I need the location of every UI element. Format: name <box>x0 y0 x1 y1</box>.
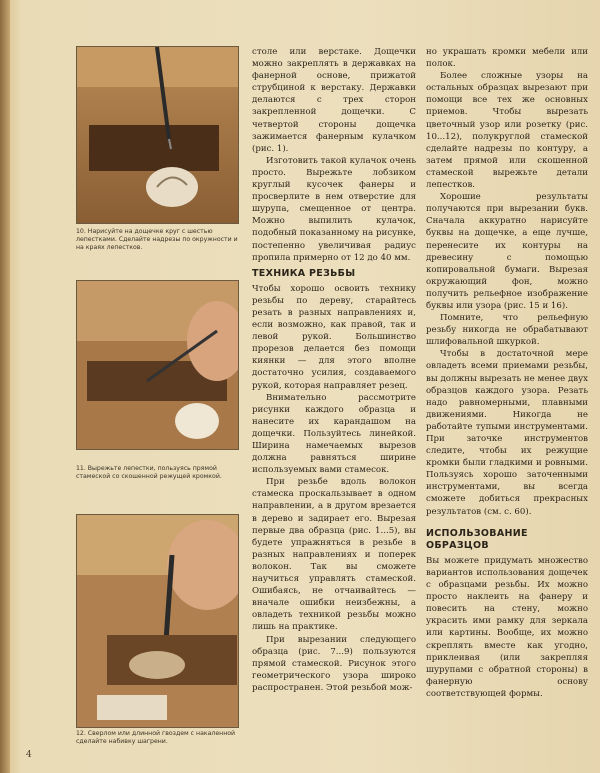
page-binding-edge <box>0 0 10 773</box>
carving-photo-2 <box>77 281 238 449</box>
page-number: 4 <box>26 750 32 760</box>
paragraph: При резьбе вдоль волокон стамеска проскальзывает в одном направлении, а в другом врезается в дерево и задирает его. Вырезая первые два образца (рис. 1...5), вы будете упражняться в резьбе в разных направлениях и поперек волокон. Так вы сможете научиться управлять стамеской. Ошибаясь, не отчаивайтесь — вначале ошибки неизбежны, а овладеть техникой резьбы можно лишь на практике. <box>252 477 416 633</box>
figure-12-caption: 12. Сверлом или длинной гвоздем с накаленной сделайте набивку шагрени. <box>76 730 236 745</box>
paragraph: Чтобы в достаточной мере овладеть всеми приемами резьбы, вы должны вырезать не менее двух образцов каждого узора. Резать надо равномерными, плавными движениями. Никогда не работайте тупыми инструментами. При заточке инструментов следите, чтобы их режущие кромки были гладкими и ровными. Пользуясь хорошо заточенными инструментами, вы всегда сможете добиться прекрасных результатов (см. с. 60). <box>426 349 588 517</box>
figure-10-caption: 10. Нарисуйте на дощечке круг с шестью лепестками. Сделайте надрезы по окружности и на краях лепестков. <box>76 228 238 251</box>
paragraph: Помните, что рельефную резьбу никогда не обрабатывают шлифовальной шкуркой. <box>426 313 588 348</box>
text-column-right <box>426 46 588 700</box>
paragraph: Чтобы хорошо освоить технику резьбы по дереву, старайтесь резать в разных направлениях и, если возможно, как правой, так и левой рукой. Большинство прорезов делается без помощи киянки — для этого вполне достаточно усилия, создаваемого рукой, которая направляет резец. <box>252 283 416 391</box>
figure-11-photo <box>76 280 239 450</box>
paragraph: Более сложные узоры на остальных образцах вырезают при помощи все тех же основных приемов. Чтобы вырезать цветочный узор или розетку (рис. 10...12), полукруглой стамеской сделайте надрезы по контуру, а затем прямой или скошенной стамеской вырежьте детали лепестков. <box>426 71 588 191</box>
figure-12-photo <box>76 514 239 728</box>
paragraph: При вырезании следующего образца (рис. 7...9) пользуются прямой стамеской. Рисунок этого геометрического узора широко распространен. Этой резьбой мож- <box>252 634 416 693</box>
paragraph: Изготовить такой кулачок очень просто. Вырежьте лобзиком круглый кусочек фанеры и просверлите в нем отверстие для шурупа, смещенное от центра. Можно выпилить кулачок, подобный показанному на рисунке, постепенно увеличивая радиус пропила примерно от 12 до 40 мм. <box>252 155 416 263</box>
paragraph: Вы можете придумать множество вариантов использования дощечек с образцами резьбы. Их можно просто наклеить на фанеру и повесить на стену, можно украсить ими рамку для зеркала или картины. Вообще, их можно скреплять вместе как угодно, приклеивая (или закрепляя шурупами с обратной стороны) в фанерную основу соответствующей формы. <box>426 555 588 699</box>
figure-10-photo <box>76 46 239 224</box>
paragraph: Хорошие результаты получаются при вырезании букв. Сначала аккуратно нарисуйте буквы на дощечке, а еще лучше, перенесите их контуры на древесину с помощью копировальной бумаги. Вырезая окружающий фон, можно получить рельефное изображение буквы или узора (рис. 15 и 16). <box>426 192 588 311</box>
paragraph: Внимательно рассмотрите рисунки каждого образца и нанесите их карандашом на дощечки. Пользуйтесь линейкой. Ширина намечаемых вырезов должна равняться ширине используемых вами стамесок. <box>252 392 416 476</box>
section-heading-usage: ИСПОЛЬЗОВАНИЕ ОБРАЗЦОВ <box>426 527 528 551</box>
paragraph: столе или верстаке. Дощечки можно закреплять в державках на фанерной основе, прижатой струбциной к верстаку. Державки делаются с трех сторон закрепленной дощечки. С четвертой стороны дощечка зажимается фанерным кулачком (рис. 1). <box>252 47 416 154</box>
carving-photo-1 <box>77 47 238 223</box>
paragraph: но украшать кромки мебели или полок. <box>426 47 588 70</box>
section-heading-technique: ТЕХНИКА РЕЗЬБЫ <box>252 267 356 279</box>
figure-11-caption: 11. Вырежьте лепестки, пользуясь прямой стамеской со скошенной режущей кромкой. <box>76 465 222 480</box>
carving-photo-3 <box>77 515 238 727</box>
text-column-middle <box>252 46 416 694</box>
